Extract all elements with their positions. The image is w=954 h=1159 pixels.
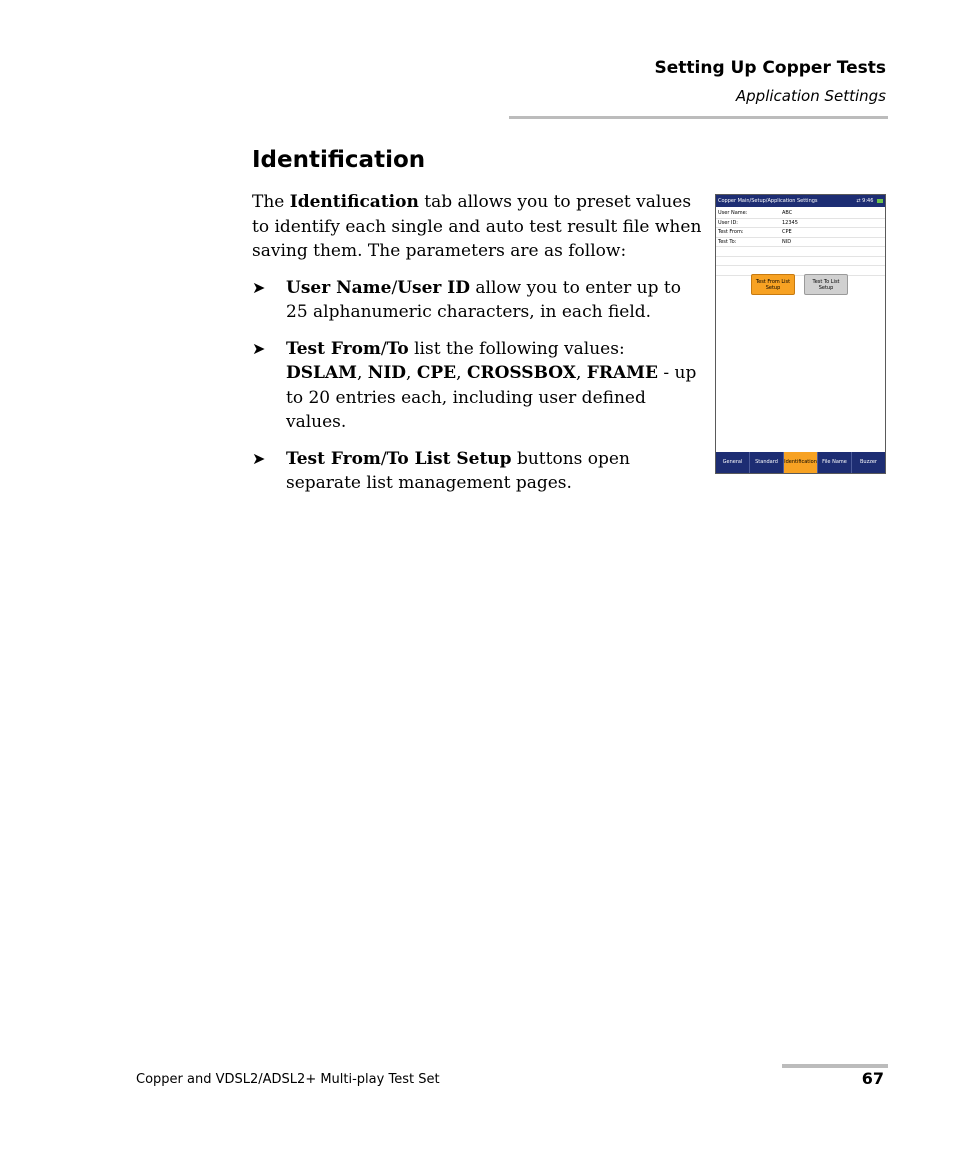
device-screenshot (715, 194, 886, 474)
device-tab-file-name[interactable]: File Name (818, 452, 852, 473)
device-field-row[interactable] (716, 247, 885, 257)
device-field-row[interactable] (716, 228, 885, 238)
device-fields (716, 209, 885, 276)
device-field-label: User Name: (718, 210, 748, 216)
header-divider (509, 116, 888, 119)
device-tab-general[interactable]: General (716, 452, 750, 473)
bullet-item (252, 276, 702, 325)
footer-title: Copper and VDSL2/ADSL2+ Multi-play Test Set (136, 1072, 440, 1087)
bullet-text: User Name (286, 277, 392, 298)
device-field-value: CPE (782, 229, 792, 235)
bullet-text: , (575, 363, 587, 383)
bullet-text: list the following values: (408, 338, 625, 359)
bullet-text: Test From (286, 338, 381, 359)
arrowhead-right-icon: ➤ (252, 448, 266, 468)
arrowhead-right-icon: ➤ (252, 277, 266, 297)
device-field-row[interactable] (716, 238, 885, 248)
running-header (655, 57, 887, 107)
bullet-text: buttons open separate list management pages. (286, 448, 630, 493)
bullet-item (252, 337, 702, 435)
device-field-row[interactable] (716, 219, 885, 229)
test-to-list-setup-button[interactable]: Test To List Setup (804, 274, 848, 295)
device-field-value: 12345 (782, 219, 798, 226)
device-tab-buzzer[interactable]: Buzzer (860, 459, 877, 465)
chapter-title: Setting Up Copper Tests (654, 58, 886, 78)
bullet-text: / (380, 338, 387, 359)
bullet-text: DSLAM (286, 363, 357, 383)
bullet-text: / (380, 448, 387, 469)
battery-icon (877, 199, 883, 203)
bullet-text: NID (367, 363, 407, 383)
bullet-text: - up to 20 entries each, including user defined values. (286, 363, 697, 432)
bullet-text: User ID (397, 277, 470, 298)
device-status (856, 195, 883, 207)
footer-divider (782, 1064, 888, 1068)
bullet-text: CPE (416, 363, 457, 383)
bullet-item (252, 447, 702, 496)
bullet-text: , (456, 363, 467, 383)
bullet-list (252, 276, 702, 496)
device-tab-identification[interactable]: Identification (784, 452, 818, 473)
bullet-text: , (356, 363, 368, 383)
device-field-value: NID (782, 238, 792, 245)
device-field-value: ABC (782, 210, 793, 216)
intro-post: tab allows you to preset values to identify each single and auto test result file when saving them. The parameters are as follow: (252, 192, 702, 261)
device-title: Copper Main/Setup/Application Settings (718, 198, 818, 204)
bullet-text: FRAME (586, 363, 658, 383)
page-number: 67 (861, 1069, 884, 1088)
section-heading: Identification (252, 147, 426, 173)
body-text (252, 190, 702, 508)
bullet-text: To (386, 338, 409, 359)
device-tabs (716, 452, 885, 473)
bullet-text: / (391, 277, 398, 298)
device-titlebar (716, 195, 885, 207)
sync-icon: ⇄ (856, 198, 861, 204)
intro-paragraph (252, 190, 702, 264)
bullet-text: allow you to enter up to 25 alphanumeric characters, in each field. (286, 277, 681, 322)
device-tab-standard[interactable]: Standard (750, 452, 784, 473)
device-time: 9:46 (862, 198, 874, 204)
device-field-label: Test From: (718, 229, 744, 235)
intro-bold: Identification (289, 192, 419, 212)
device-field-row[interactable] (716, 209, 885, 219)
bullet-text: CROSSBOX (466, 363, 576, 383)
device-field-row[interactable] (716, 257, 885, 267)
device-field-label: Test To: (718, 238, 737, 245)
intro-pre: The (252, 192, 290, 212)
bullet-text: Test From (286, 448, 381, 469)
bullet-text: , (406, 363, 417, 383)
section-title: Application Settings (735, 87, 886, 105)
device-field-row[interactable] (716, 266, 885, 276)
test-from-list-setup-button[interactable]: Test From List Setup (751, 274, 795, 295)
arrowhead-right-icon: ➤ (252, 338, 266, 358)
device-field-label: User ID: (718, 219, 738, 226)
bullet-text: To List Setup (386, 448, 512, 469)
